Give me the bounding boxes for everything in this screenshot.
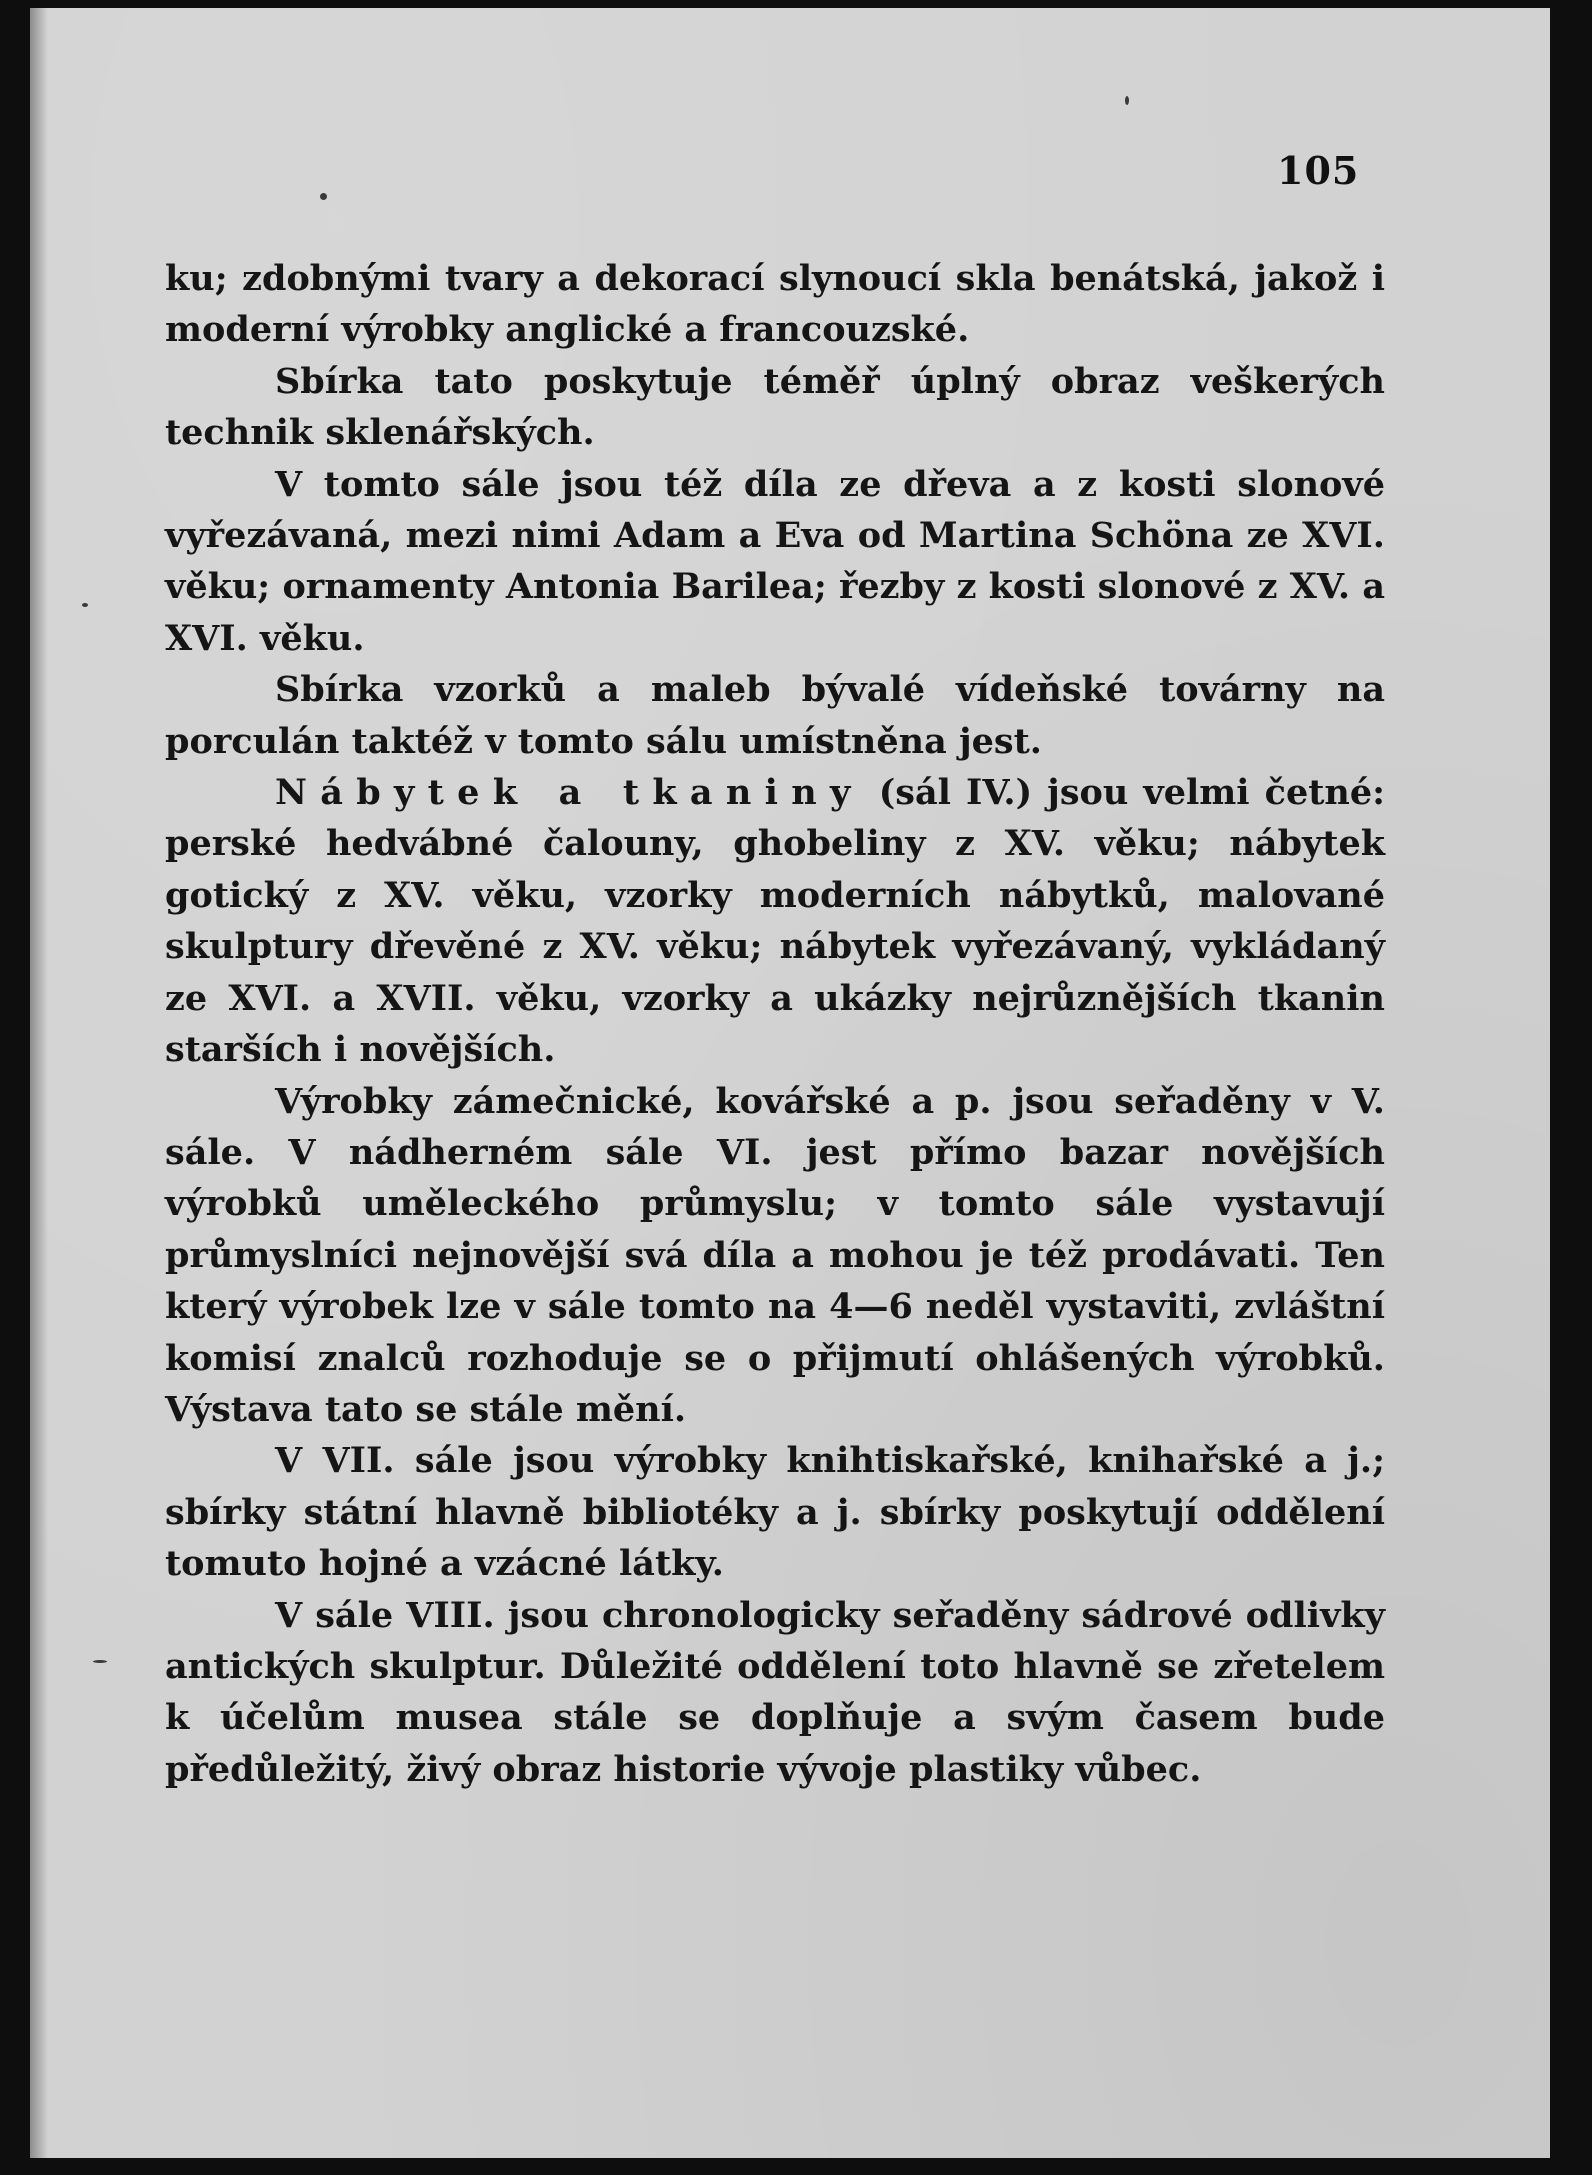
scan-speck: [82, 603, 88, 607]
page-number: 105: [1277, 148, 1360, 193]
scan-speck: [93, 1660, 107, 1663]
paragraph-7: V VII. sále jsou výrobky knihtiskařské, knihařské a j.; sbírky státní hlavně bibliotéky a j. sbírky poskytují oddělení tomuto hojné a vzácné látky.: [165, 1440, 1385, 1585]
scan-speck: [1125, 96, 1129, 105]
paragraph-3: V tomto sále jsou též díla ze dřeva a z kosti slonové vyřezávaná, mezi nimi Adam a Eva od Martina Schöna ze XVI. věku; ornamenty Antonia Barilea; řezby z kosti slonové z XV. a XVI. věku.: [165, 463, 1385, 659]
paragraph-4: Sbírka vzorků a maleb bývalé vídeňské továrny na porculán taktéž v tomto sálu umístněna jest.: [165, 669, 1385, 762]
book-page: [30, 8, 1550, 2158]
paragraph-2: Sbírka tato poskytuje téměř úplný obraz veškerých technik sklenářských.: [165, 360, 1385, 454]
paragraph-5-text: (sál IV.) jsou velmi četné: perské hedvábné čalouny, ghobeliny z XV. věku; nábytek gotický z XV. věku, vzorky moderních nábytků, malované skulptury dřevěné z XV. věku; nábytek vyřezávaný, vykládaný ze XVI. a XVII. věku, vzorky a ukázky nejrůznějších tkanin starších i novějších.: [165, 772, 1386, 1071]
paragraph-1: ku; zdobnými tvary a dekorací slynoucí skla benátská, jakož i moderní výrobky anglické a francouzské.: [165, 258, 1385, 351]
spaced-heading-nabytek: Nábytek a tkaniny: [275, 772, 864, 814]
paragraph-8: V sále VIII. jsou chronologicky seřaděny sádrové odlivky antických skulptur. Důležité oddělení toto hlavně se zřetelem k účelům musea stále se doplňuje a svým časem bude předůležitý, živý obraz historie vývoje plastiky vůbec.: [165, 1594, 1385, 1790]
binding-shadow: [30, 8, 48, 2158]
scan-speck: [320, 193, 327, 200]
paragraph-5: [165, 767, 1385, 1075]
paragraph-6: Výrobky zámečnické, kovářské a p. jsou seřaděny v V. sále. V nádherném sále VI. jest přímo bazar novějších výrobků uměleckého průmyslu; v tomto sále vystavují průmyslníci nejnovější svá díla a mohou je též prodávati. Ten který výrobek lze v sále tomto na 4—6 neděl vystaviti, zvláštní komisí znalců rozhoduje se o přijmutí ohlášených výrobků. Výstava tato se stále mění.: [165, 1080, 1385, 1430]
body-text: [165, 253, 1385, 1795]
